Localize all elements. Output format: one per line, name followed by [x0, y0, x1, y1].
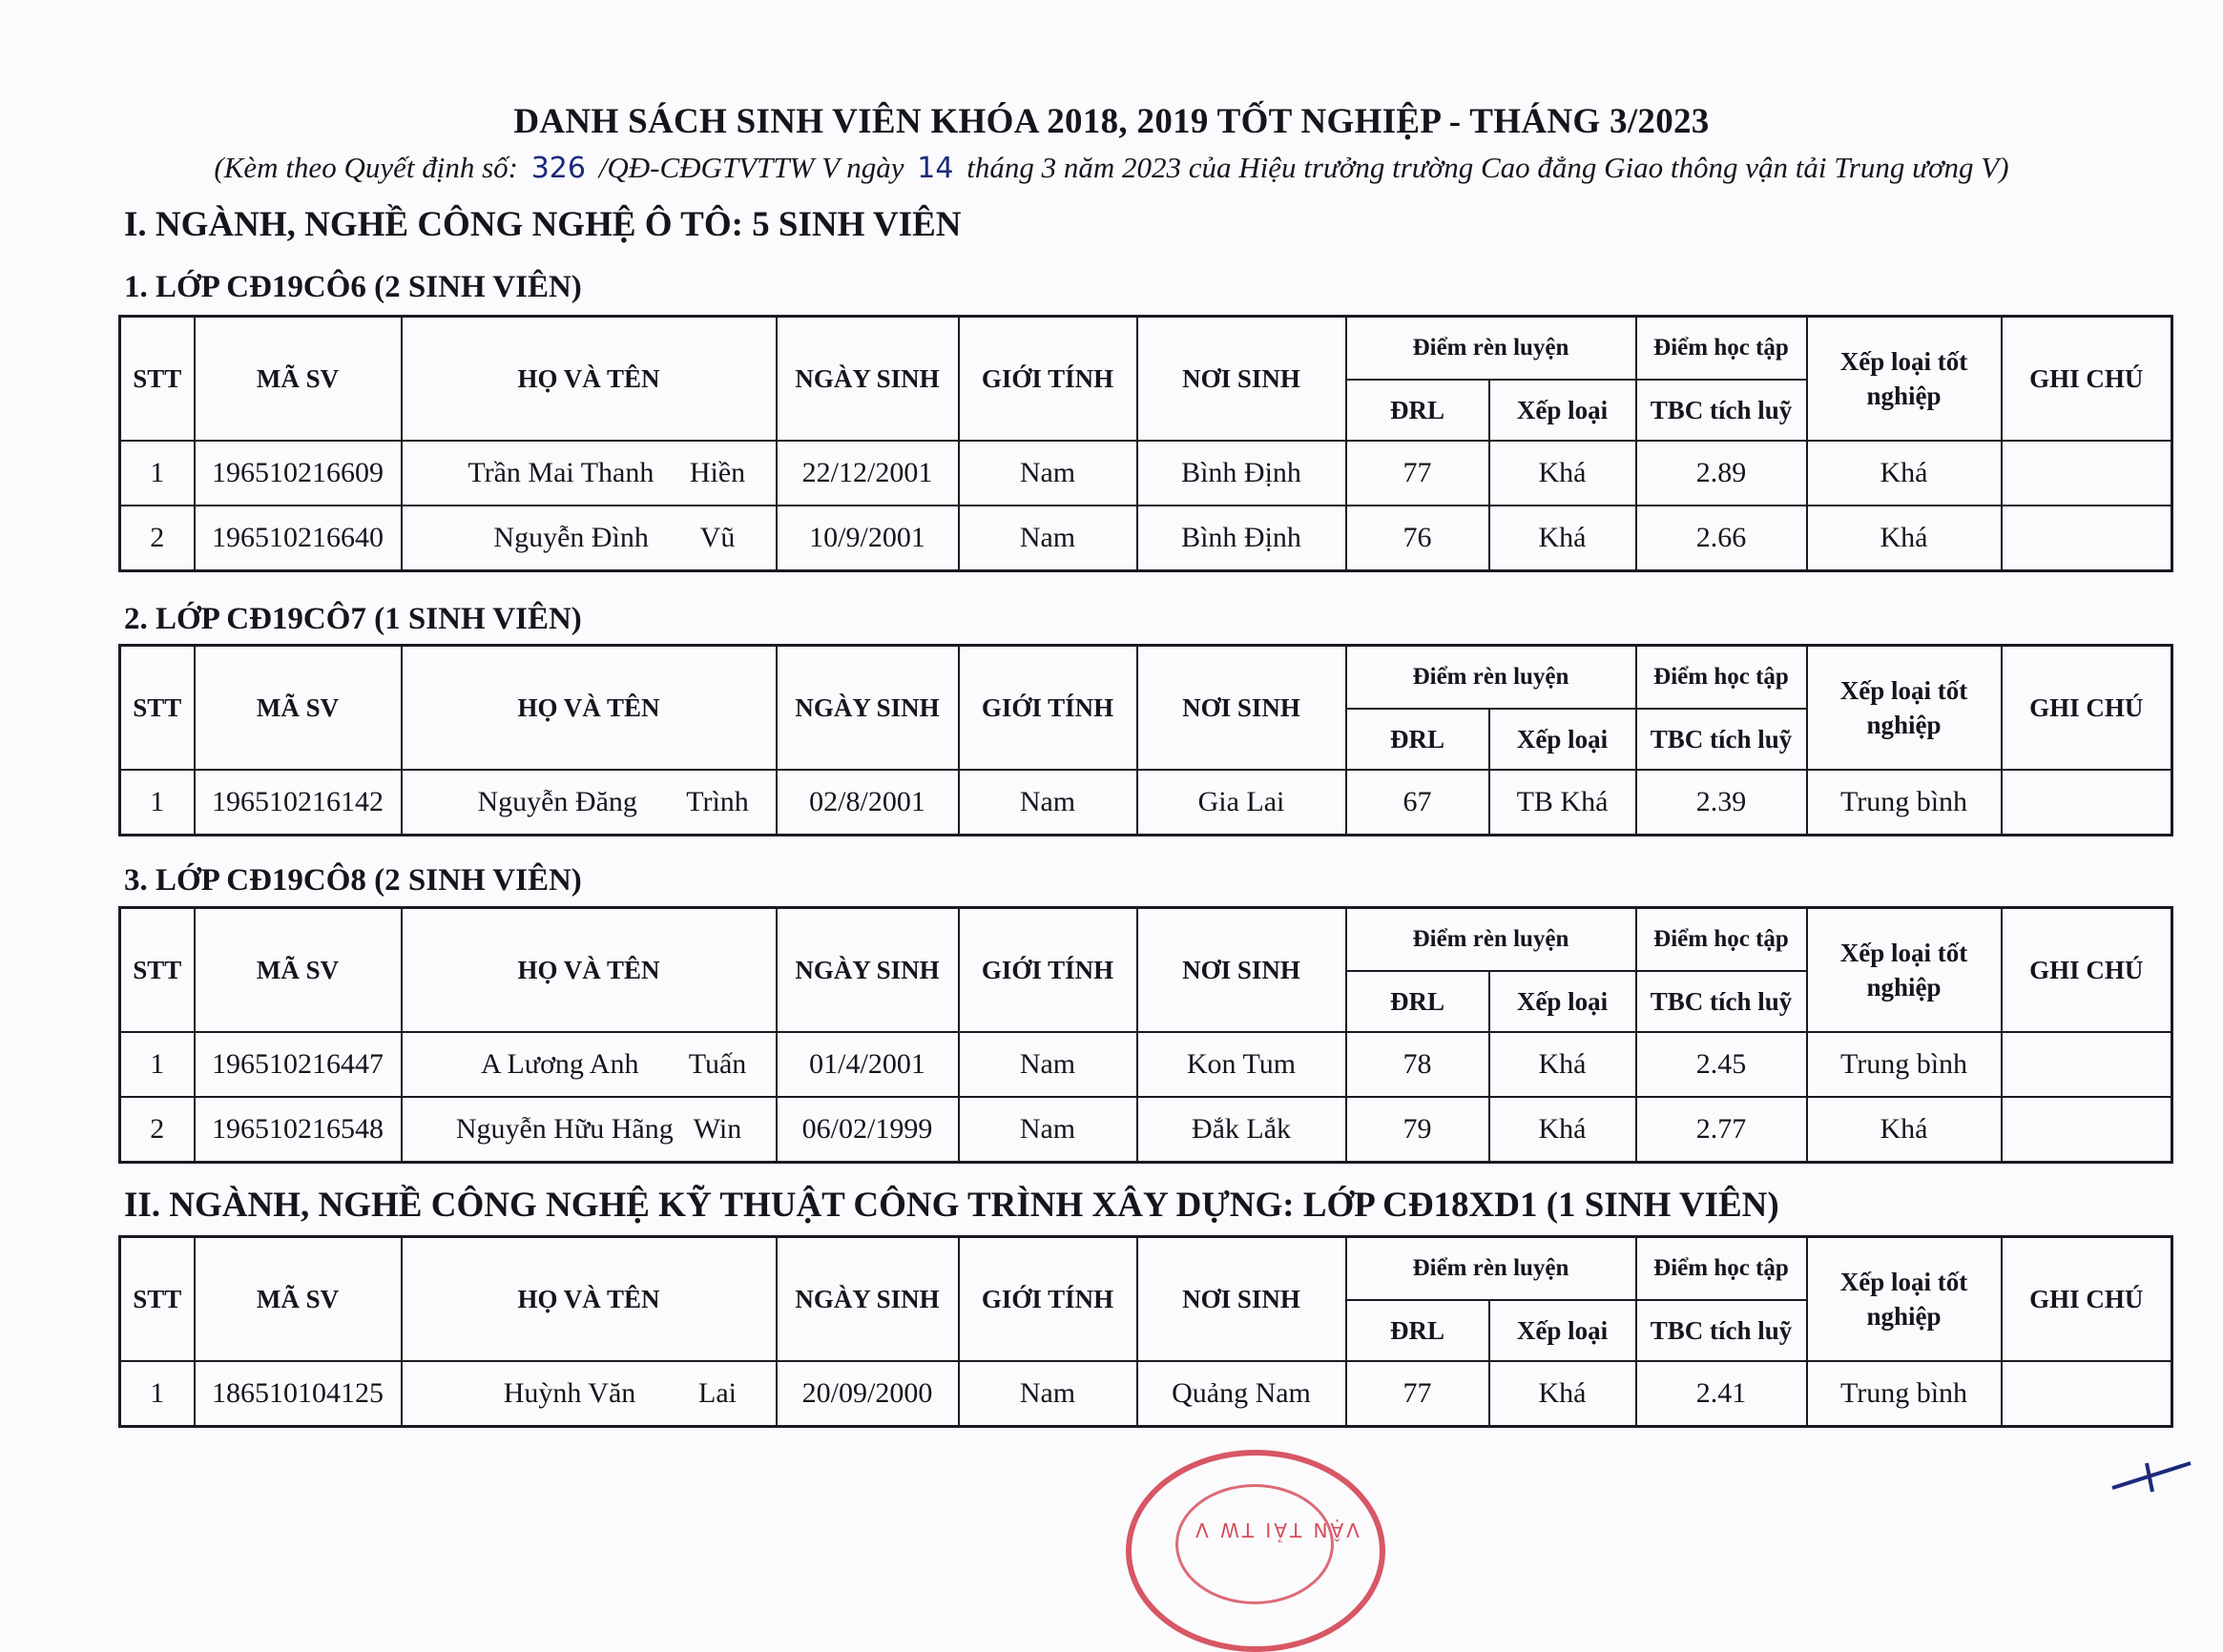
cell-tbc: 2.41: [1636, 1361, 1807, 1427]
header-ghi-chu: GHI CHÚ: [2002, 1237, 2172, 1362]
cell-ho: Nguyễn Hữu Hãng: [455, 1113, 674, 1145]
cell-drl: 67: [1346, 770, 1489, 836]
header-gioi-tinh: GIỚI TÍNH: [959, 1237, 1137, 1362]
cell-gioi-tinh: Nam: [959, 770, 1137, 836]
cell-ghi-chu: [2002, 1097, 2172, 1163]
cell-stt: 1: [120, 1032, 195, 1097]
cell-xep-loai-tot-nghiep: Trung bình: [1807, 770, 2002, 836]
cell-xep-loai-tot-nghiep: Khá: [1807, 441, 2002, 506]
cell-ma-sv: 196510216142: [195, 770, 402, 836]
table-row: [120, 770, 2172, 836]
header-tbc: TBC tích luỹ: [1636, 380, 1807, 441]
header-gioi-tinh: GIỚI TÍNH: [959, 908, 1137, 1033]
header-diem-ren-luyen: Điểm rèn luyện: [1346, 908, 1636, 972]
header-ma-sv: MÃ SV: [195, 317, 402, 442]
header-diem-hoc-tap: Điểm học tập: [1636, 646, 1807, 710]
cell-ho: A Lương Anh: [480, 1048, 639, 1080]
cell-xep-loai: Khá: [1489, 1097, 1636, 1163]
cell-xep-loai-tot-nghiep: Trung bình: [1807, 1361, 2002, 1427]
header-xep-loai-tot-nghiep: Xếp loại tốt nghiệp: [1807, 908, 2002, 1033]
header-stt: STT: [120, 646, 195, 771]
subtitle-part1: (Kèm theo Quyết định số:: [214, 151, 518, 184]
class-2-table: [118, 644, 2173, 836]
cell-drl: 79: [1346, 1097, 1489, 1163]
header-xep-loai-tot-nghiep: Xếp loại tốt nghiệp: [1807, 1237, 2002, 1362]
header-ngay-sinh: NGÀY SINH: [777, 646, 959, 771]
section-2-table: [118, 1235, 2173, 1428]
cell-ma-sv: 196510216609: [195, 441, 402, 506]
cell-ngay-sinh: 01/4/2001: [777, 1032, 959, 1097]
cell-ten: Tuấn: [688, 1048, 747, 1080]
cell-gioi-tinh: Nam: [959, 1032, 1137, 1097]
header-tbc: TBC tích luỹ: [1636, 1300, 1807, 1361]
header-noi-sinh: NƠI SINH: [1137, 908, 1346, 1033]
cell-gioi-tinh: Nam: [959, 506, 1137, 571]
cell-ten: Hiền: [689, 457, 746, 488]
cell-ho-ten: [402, 441, 777, 506]
header-noi-sinh: NƠI SINH: [1137, 1237, 1346, 1362]
header-ma-sv: MÃ SV: [195, 908, 402, 1033]
header-stt: STT: [120, 1237, 195, 1362]
cell-xep-loai: Khá: [1489, 441, 1636, 506]
cell-ghi-chu: [2002, 1032, 2172, 1097]
table-row: [120, 506, 2172, 571]
cell-noi-sinh: Đắk Lắk: [1137, 1097, 1346, 1163]
header-noi-sinh: NƠI SINH: [1137, 317, 1346, 442]
header-xep-loai: Xếp loại: [1489, 1300, 1636, 1361]
cell-ten: Lai: [698, 1377, 737, 1409]
header-tbc: TBC tích luỹ: [1636, 709, 1807, 770]
cell-ho-ten: [402, 1032, 777, 1097]
cell-noi-sinh: Bình Định: [1137, 506, 1346, 571]
cell-noi-sinh: Quảng Nam: [1137, 1361, 1346, 1427]
section-1-heading: I. NGÀNH, NGHỀ CÔNG NGHỆ Ô TÔ: 5 SINH VIÊN: [124, 205, 962, 244]
header-diem-ren-luyen: Điểm rèn luyện: [1346, 317, 1636, 381]
class-1-heading: 1. LỚP CĐ19CÔ6 (2 SINH VIÊN): [124, 270, 582, 304]
signature-mark: [2109, 1459, 2194, 1494]
cell-xep-loai-tot-nghiep: Trung bình: [1807, 1032, 2002, 1097]
header-ma-sv: MÃ SV: [195, 1237, 402, 1362]
header-drl: ĐRL: [1346, 709, 1489, 770]
header-ho-ten: HỌ VÀ TÊN: [402, 908, 777, 1033]
cell-ghi-chu: [2002, 506, 2172, 571]
cell-ma-sv: 196510216548: [195, 1097, 402, 1163]
cell-stt: 2: [120, 1097, 195, 1163]
cell-ngay-sinh: 10/9/2001: [777, 506, 959, 571]
header-diem-hoc-tap: Điểm học tập: [1636, 1237, 1807, 1301]
header-ghi-chu: GHI CHÚ: [2002, 908, 2172, 1033]
cell-drl: 78: [1346, 1032, 1489, 1097]
cell-ho-ten: [402, 1361, 777, 1427]
header-drl: ĐRL: [1346, 971, 1489, 1032]
cell-xep-loai-tot-nghiep: Khá: [1807, 1097, 2002, 1163]
header-xep-loai: Xếp loại: [1489, 709, 1636, 770]
official-stamp-inner-ring: [1175, 1484, 1334, 1604]
cell-ngay-sinh: 22/12/2001: [777, 441, 959, 506]
cell-ma-sv: 196510216447: [195, 1032, 402, 1097]
cell-ma-sv: 186510104125: [195, 1361, 402, 1427]
class-2-heading: 2. LỚP CĐ19CÔ7 (1 SINH VIÊN): [124, 602, 582, 636]
decision-day: 14: [917, 152, 954, 185]
header-stt: STT: [120, 908, 195, 1033]
cell-ten: Vũ: [699, 522, 736, 553]
cell-tbc: 2.77: [1636, 1097, 1807, 1163]
header-stt: STT: [120, 317, 195, 442]
cell-stt: 1: [120, 441, 195, 506]
cell-drl: 77: [1346, 441, 1489, 506]
subtitle-part3: tháng 3 năm 2023 của Hiệu trưởng trường Cao đẳng Giao thông vận tải Trung ương V): [966, 151, 2009, 184]
header-ngay-sinh: NGÀY SINH: [777, 1237, 959, 1362]
cell-ho-ten: [402, 506, 777, 571]
header-ngay-sinh: NGÀY SINH: [777, 317, 959, 442]
cell-ghi-chu: [2002, 770, 2172, 836]
header-tbc: TBC tích luỹ: [1636, 971, 1807, 1032]
cell-gioi-tinh: Nam: [959, 1361, 1137, 1427]
cell-ghi-chu: [2002, 1361, 2172, 1427]
cell-ten: Trình: [686, 786, 749, 817]
class-1-table: [118, 315, 2173, 572]
header-xep-loai: Xếp loại: [1489, 380, 1636, 441]
header-ma-sv: MÃ SV: [195, 646, 402, 771]
subtitle-part2: /QĐ-CĐGTVTTW V ngày: [598, 151, 904, 184]
cell-ho-ten: [402, 1097, 777, 1163]
cell-drl: 77: [1346, 1361, 1489, 1427]
cell-ho: Nguyễn Đình: [493, 522, 649, 553]
header-drl: ĐRL: [1346, 1300, 1489, 1361]
cell-tbc: 2.45: [1636, 1032, 1807, 1097]
table-row: [120, 1032, 2172, 1097]
header-xep-loai: Xếp loại: [1489, 971, 1636, 1032]
decision-number: 326: [530, 152, 586, 185]
cell-stt: 1: [120, 770, 195, 836]
cell-ngay-sinh: 02/8/2001: [777, 770, 959, 836]
section-2-heading: II. NGÀNH, NGHỀ CÔNG NGHỆ KỸ THUẬT CÔNG TRÌNH XÂY DỰNG: LỚP CĐ18XD1 (1 SINH VIÊN): [124, 1186, 1779, 1225]
cell-tbc: 2.89: [1636, 441, 1807, 506]
cell-ho-ten: [402, 770, 777, 836]
header-xep-loai-tot-nghiep: Xếp loại tốt nghiệp: [1807, 646, 2002, 771]
cell-ghi-chu: [2002, 441, 2172, 506]
header-ngay-sinh: NGÀY SINH: [777, 908, 959, 1033]
header-diem-ren-luyen: Điểm rèn luyện: [1346, 646, 1636, 710]
header-ghi-chu: GHI CHÚ: [2002, 317, 2172, 442]
cell-xep-loai-tot-nghiep: Khá: [1807, 506, 2002, 571]
header-diem-hoc-tap: Điểm học tập: [1636, 908, 1807, 972]
document-subtitle: [0, 151, 2223, 185]
cell-ho: Huỳnh Văn: [503, 1377, 636, 1409]
cell-noi-sinh: Bình Định: [1137, 441, 1346, 506]
header-gioi-tinh: GIỚI TÍNH: [959, 646, 1137, 771]
cell-tbc: 2.66: [1636, 506, 1807, 571]
cell-gioi-tinh: Nam: [959, 1097, 1137, 1163]
cell-noi-sinh: Kon Tum: [1137, 1032, 1346, 1097]
cell-ngay-sinh: 20/09/2000: [777, 1361, 959, 1427]
cell-xep-loai: TB Khá: [1489, 770, 1636, 836]
cell-ho: Nguyễn Đăng: [477, 786, 637, 817]
header-diem-hoc-tap: Điểm học tập: [1636, 317, 1807, 381]
header-ho-ten: HỌ VÀ TÊN: [402, 1237, 777, 1362]
header-xep-loai-tot-nghiep: Xếp loại tốt nghiệp: [1807, 317, 2002, 442]
table-row: [120, 1361, 2172, 1427]
cell-ngay-sinh: 06/02/1999: [777, 1097, 959, 1163]
table-row: [120, 1097, 2172, 1163]
table-row: [120, 441, 2172, 506]
cell-noi-sinh: Gia Lai: [1137, 770, 1346, 836]
cell-ho: Trần Mai Thanh: [467, 457, 654, 488]
cell-ten: Win: [693, 1113, 742, 1145]
cell-xep-loai: Khá: [1489, 506, 1636, 571]
class-3-table: [118, 906, 2173, 1164]
cell-ma-sv: 196510216640: [195, 506, 402, 571]
cell-drl: 76: [1346, 506, 1489, 571]
cell-tbc: 2.39: [1636, 770, 1807, 836]
cell-stt: 2: [120, 506, 195, 571]
class-3-heading: 3. LỚP CĐ19CÔ8 (2 SINH VIÊN): [124, 863, 582, 898]
header-ho-ten: HỌ VÀ TÊN: [402, 646, 777, 771]
header-ghi-chu: GHI CHÚ: [2002, 646, 2172, 771]
cell-xep-loai: Khá: [1489, 1032, 1636, 1097]
cell-stt: 1: [120, 1361, 195, 1427]
header-ho-ten: HỌ VÀ TÊN: [402, 317, 777, 442]
header-gioi-tinh: GIỚI TÍNH: [959, 317, 1137, 442]
header-drl: ĐRL: [1346, 380, 1489, 441]
header-diem-ren-luyen: Điểm rèn luyện: [1346, 1237, 1636, 1301]
document-title: DANH SÁCH SINH VIÊN KHÓA 2018, 2019 TỐT NGHIỆP - THÁNG 3/2023: [513, 102, 1710, 141]
header-noi-sinh: NƠI SINH: [1137, 646, 1346, 771]
cell-gioi-tinh: Nam: [959, 441, 1137, 506]
stamp-text: VẬN TẢI TW V: [1193, 1518, 1360, 1541]
cell-xep-loai: Khá: [1489, 1361, 1636, 1427]
